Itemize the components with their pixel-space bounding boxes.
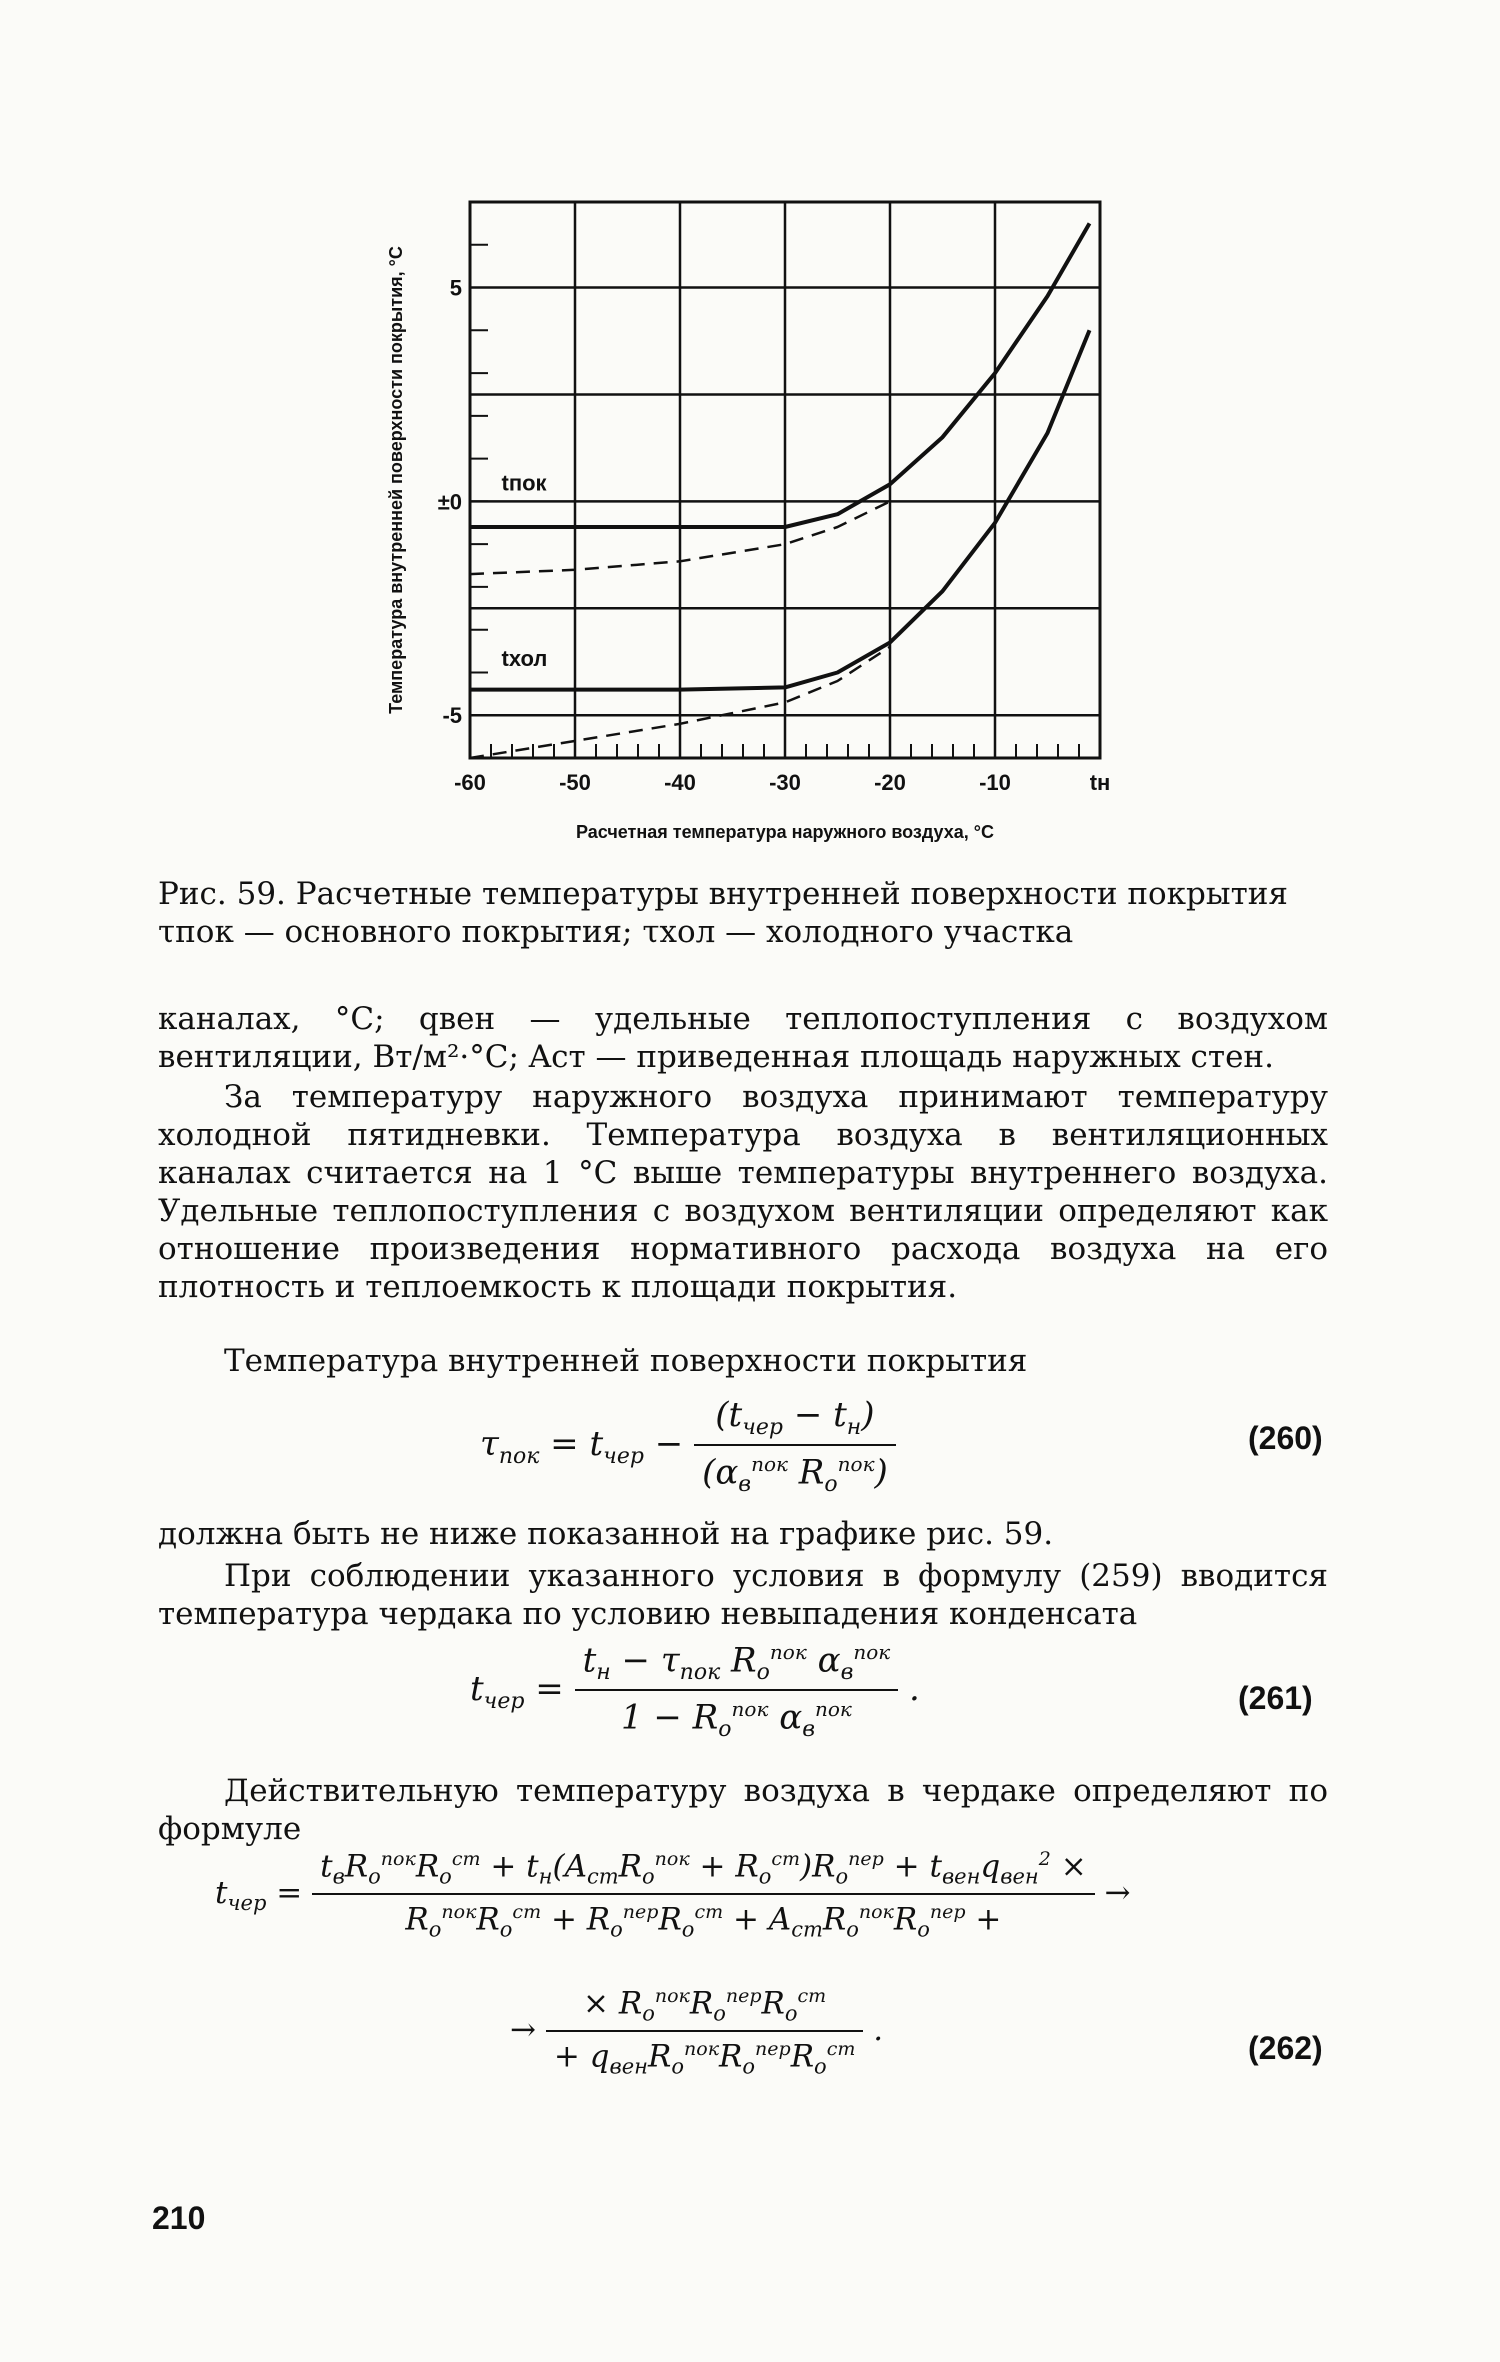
x-axis-title: Расчетная температура наружного воздуха, °С [576,822,994,842]
paragraph-6: Действительную температуру воздуха в чердаке определяют по формуле [158,1773,1328,1847]
y-axis-title: Температура внутренней поверхности покрытия, °С [386,246,406,714]
paragraph-4: должна быть не ниже показанной на графике рис. 59. [158,1516,1054,1552]
y-tick-label: ±0 [437,489,462,515]
equation-number-260: (260) [1248,1420,1323,1456]
x-tick-label: tн [1089,770,1111,795]
series-line-0 [470,223,1090,527]
x-tick-label: -50 [559,770,591,795]
x-tick-label: -40 [664,770,696,795]
formula-260: $\tau_{пок} = t_{чер}$ − $\frac{(t_{чер} - t_н)}{(\alpha_в^{пок} R_о^{пок})}$ [480,1395,896,1497]
caption-line-2: τпок — основного покрытия; τхол — холодного участка [158,914,1074,950]
formula-262-part-2: → $\frac{\times R_о^{пок}R_о^{пер}R_о^{ст}}{+ q_{вен}R_о^{пок}R_о^{пер}R_о^{ст}}$ . [510,1985,884,2079]
figure-59 [380,160,1160,880]
paragraph-1: каналах, °С; qвен — удельные теплопоступления с воздухом вентиляции, Вт/м²·°С; Aст — приведенная площадь наружных стен. [158,1001,1328,1075]
temperature-chart [380,160,1160,880]
formula-261: $t_{чер}$ = $\frac{t_н - \tau_{пок} R_о^{пок} \alpha_в^{пок}}{1 - R_о^{пок} \alpha_в^{пок}}$ . [470,1640,920,1743]
formula-262-part-1: $t_{чер}$ = $\frac{t_вR_о^{пок}R_о^{ст} + t_н(A_{ст}R_о^{пок} + R_о^{ст})R_о^{пер} + t_{вен}q_{вен}^2 \times}{R_о^{пок}R_о^{ст} + R_о^{пер}R_о^{ст} + A_{ст}R_о^{пок}R_о^{пер} +}$ → [215,1848,1131,1942]
paragraph-2: За температуру наружного воздуха принимают температуру холодной пятидневки. Температура воздуха в вентиляционных каналах считается на 1 °С выше температуры внутреннего воздуха. Удельные теплопоступления с воздухом вентиляции определяют как отношение произведения нормативного расхода воздуха на его плотность и теплоемкость к площади покрытия. [158,1079,1328,1305]
y-tick-label: -5 [442,703,462,729]
equation-number-261: (261) [1238,1680,1313,1716]
paragraph-5: При соблюдении указанного условия в формулу (259) вводится температура чердака по условию невыпадения конденсата [158,1558,1328,1632]
x-tick-label: -30 [769,770,801,795]
page-number: 210 [152,2200,206,2236]
t-pok-label: tпок [501,470,547,496]
caption-line-1: Рис. 59. Расчетные температуры внутренней поверхности покрытия [158,876,1288,912]
x-tick-label: -10 [979,770,1011,795]
t-hol-label: tхол [501,646,548,672]
figure-caption [158,875,1328,951]
y-tick-label: 5 [449,275,462,301]
equation-number-262: (262) [1248,2030,1323,2066]
x-tick-label: -20 [874,770,906,795]
series-line-2 [470,330,1090,689]
x-tick-label: -60 [454,770,486,795]
paragraph-3: Температура внутренней поверхности покрытия [224,1343,1028,1379]
